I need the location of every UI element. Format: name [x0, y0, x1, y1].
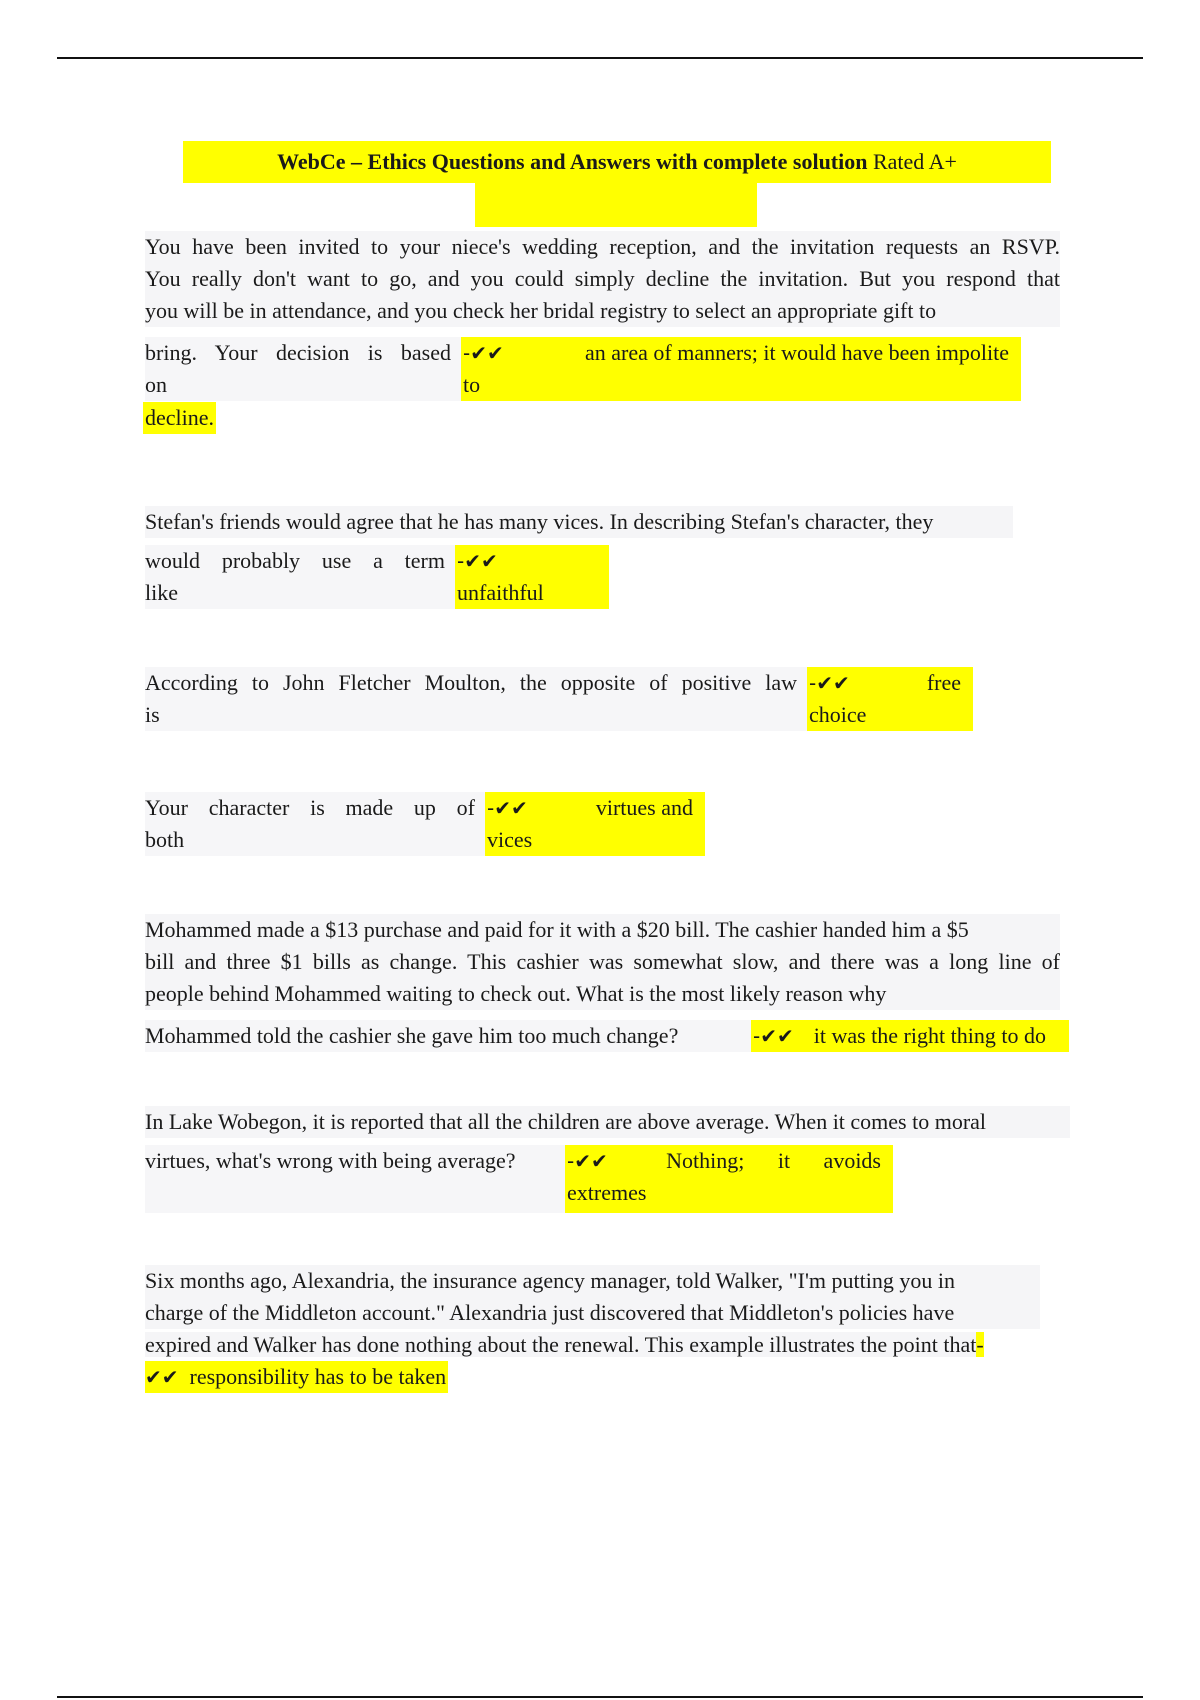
q5-answer-text: it was the right thing to do	[813, 1023, 1046, 1048]
q6-lead: In Lake Wobegon, it is reported that all the children are above average. When it comes to moral	[145, 1106, 1070, 1138]
q7-answer-marker: -	[976, 1332, 984, 1357]
q5-answer	[751, 1020, 1069, 1052]
q7-line3-wrap	[145, 1329, 1075, 1361]
q2-answer-text: unfaithful	[457, 580, 544, 605]
q7-line: Six months ago, Alexandria, the insurance agency manager, told Walker, "I'm putting you in	[145, 1268, 955, 1293]
q2-qa-row	[145, 545, 609, 609]
q1-question-line: bring. Your decision is based	[145, 340, 451, 365]
check-icon: -✔✔	[567, 1149, 608, 1173]
document-title	[183, 141, 1051, 183]
q7-line: expired and Walker has done nothing about the renewal. This example illustrates the point that	[145, 1332, 977, 1357]
q5-lead	[145, 914, 1060, 1010]
q5-line: bill and three $1 bills as change. This cashier was somewhat slow, and there was a long line of	[145, 949, 1060, 974]
q5-line: Mohammed made a $13 purchase and paid for it with a $20 bill. The cashier handed him a $5	[145, 917, 969, 942]
check-icon: -✔✔	[463, 341, 504, 365]
q4-answer-text: virtues and	[595, 795, 693, 820]
q4-qa-row	[145, 792, 705, 856]
q4-question-line: both	[145, 827, 185, 852]
q3-question-line: is	[145, 702, 160, 727]
q2-lead: Stefan's friends would agree that he has many vices. In describing Stefan's character, they	[145, 506, 1013, 538]
q1-answer-text: an area of manners; it would have been impolite	[585, 340, 1009, 365]
q1-question-line: on	[145, 372, 167, 397]
title-rating: Rated A+	[867, 149, 957, 174]
q1-line: you will be in attendance, and you check her bridal registry to select an appropriate gift to	[145, 298, 937, 323]
q2-answer	[455, 545, 609, 609]
q4-answer	[485, 792, 705, 856]
q2-question	[145, 545, 455, 609]
q7-answer-text: responsibility has to be taken	[189, 1364, 447, 1389]
title-bold: WebCe – Ethics Questions and Answers with complete solution	[277, 149, 868, 174]
check-icon: ✔✔	[145, 1365, 179, 1389]
check-icon: -✔✔	[487, 796, 528, 820]
q3-answer-text-2: choice	[809, 702, 867, 727]
q3-answer-text: free	[926, 670, 961, 695]
q6-question: virtues, what's wrong with being average?	[145, 1145, 565, 1213]
q2-question-line: like	[145, 580, 178, 605]
q1-question	[145, 337, 461, 401]
q5-question: Mohammed told the cashier she gave him too much change?	[145, 1020, 751, 1052]
q1-answer-text-2: to	[463, 372, 481, 397]
q1-line: You really don't want to go, and you could simply decline the invitation. But you respond that	[145, 266, 1060, 291]
q6-qa-row	[145, 1145, 893, 1213]
q7-answer	[145, 1361, 448, 1393]
title-highlight-block	[475, 183, 757, 227]
q1-line: You have been invited to your niece's wedding reception, and the invitation requests an RSVP.	[145, 234, 1060, 259]
q1-lead	[145, 231, 1060, 327]
q1-answer	[461, 337, 1021, 401]
q1-answer-tail-wrap	[145, 402, 216, 434]
q3-question-line: According to John Fletcher Moulton, the opposite of positive law	[145, 670, 797, 695]
q2-question-line: would probably use a term	[145, 548, 445, 573]
q6-answer	[565, 1145, 893, 1213]
q3-qa-row	[145, 667, 973, 731]
check-icon: -✔✔	[753, 1024, 794, 1048]
q1-answer-text-3: decline.	[143, 402, 216, 434]
q5-qa-row	[145, 1020, 1069, 1052]
q7-line: charge of the Middleton account." Alexandria just discovered that Middleton's policies have	[145, 1300, 955, 1325]
q4-question	[145, 792, 485, 856]
q6-answer-text-2: extremes	[567, 1180, 647, 1205]
q7-lead	[145, 1265, 1040, 1329]
q4-answer-text-2: vices	[487, 827, 533, 852]
q3-question	[145, 667, 807, 731]
q1-qa-row	[145, 337, 1021, 401]
q6-answer-text: Nothing; it avoids	[666, 1148, 881, 1173]
q7-answer-wrap	[145, 1361, 448, 1393]
check-icon: -✔✔	[457, 549, 498, 573]
q4-question-line: Your character is made up of	[145, 795, 475, 820]
q3-answer	[807, 667, 973, 731]
check-icon: -✔✔	[809, 671, 850, 695]
q5-line: people behind Mohammed waiting to check out. What is the most likely reason why	[145, 981, 887, 1006]
